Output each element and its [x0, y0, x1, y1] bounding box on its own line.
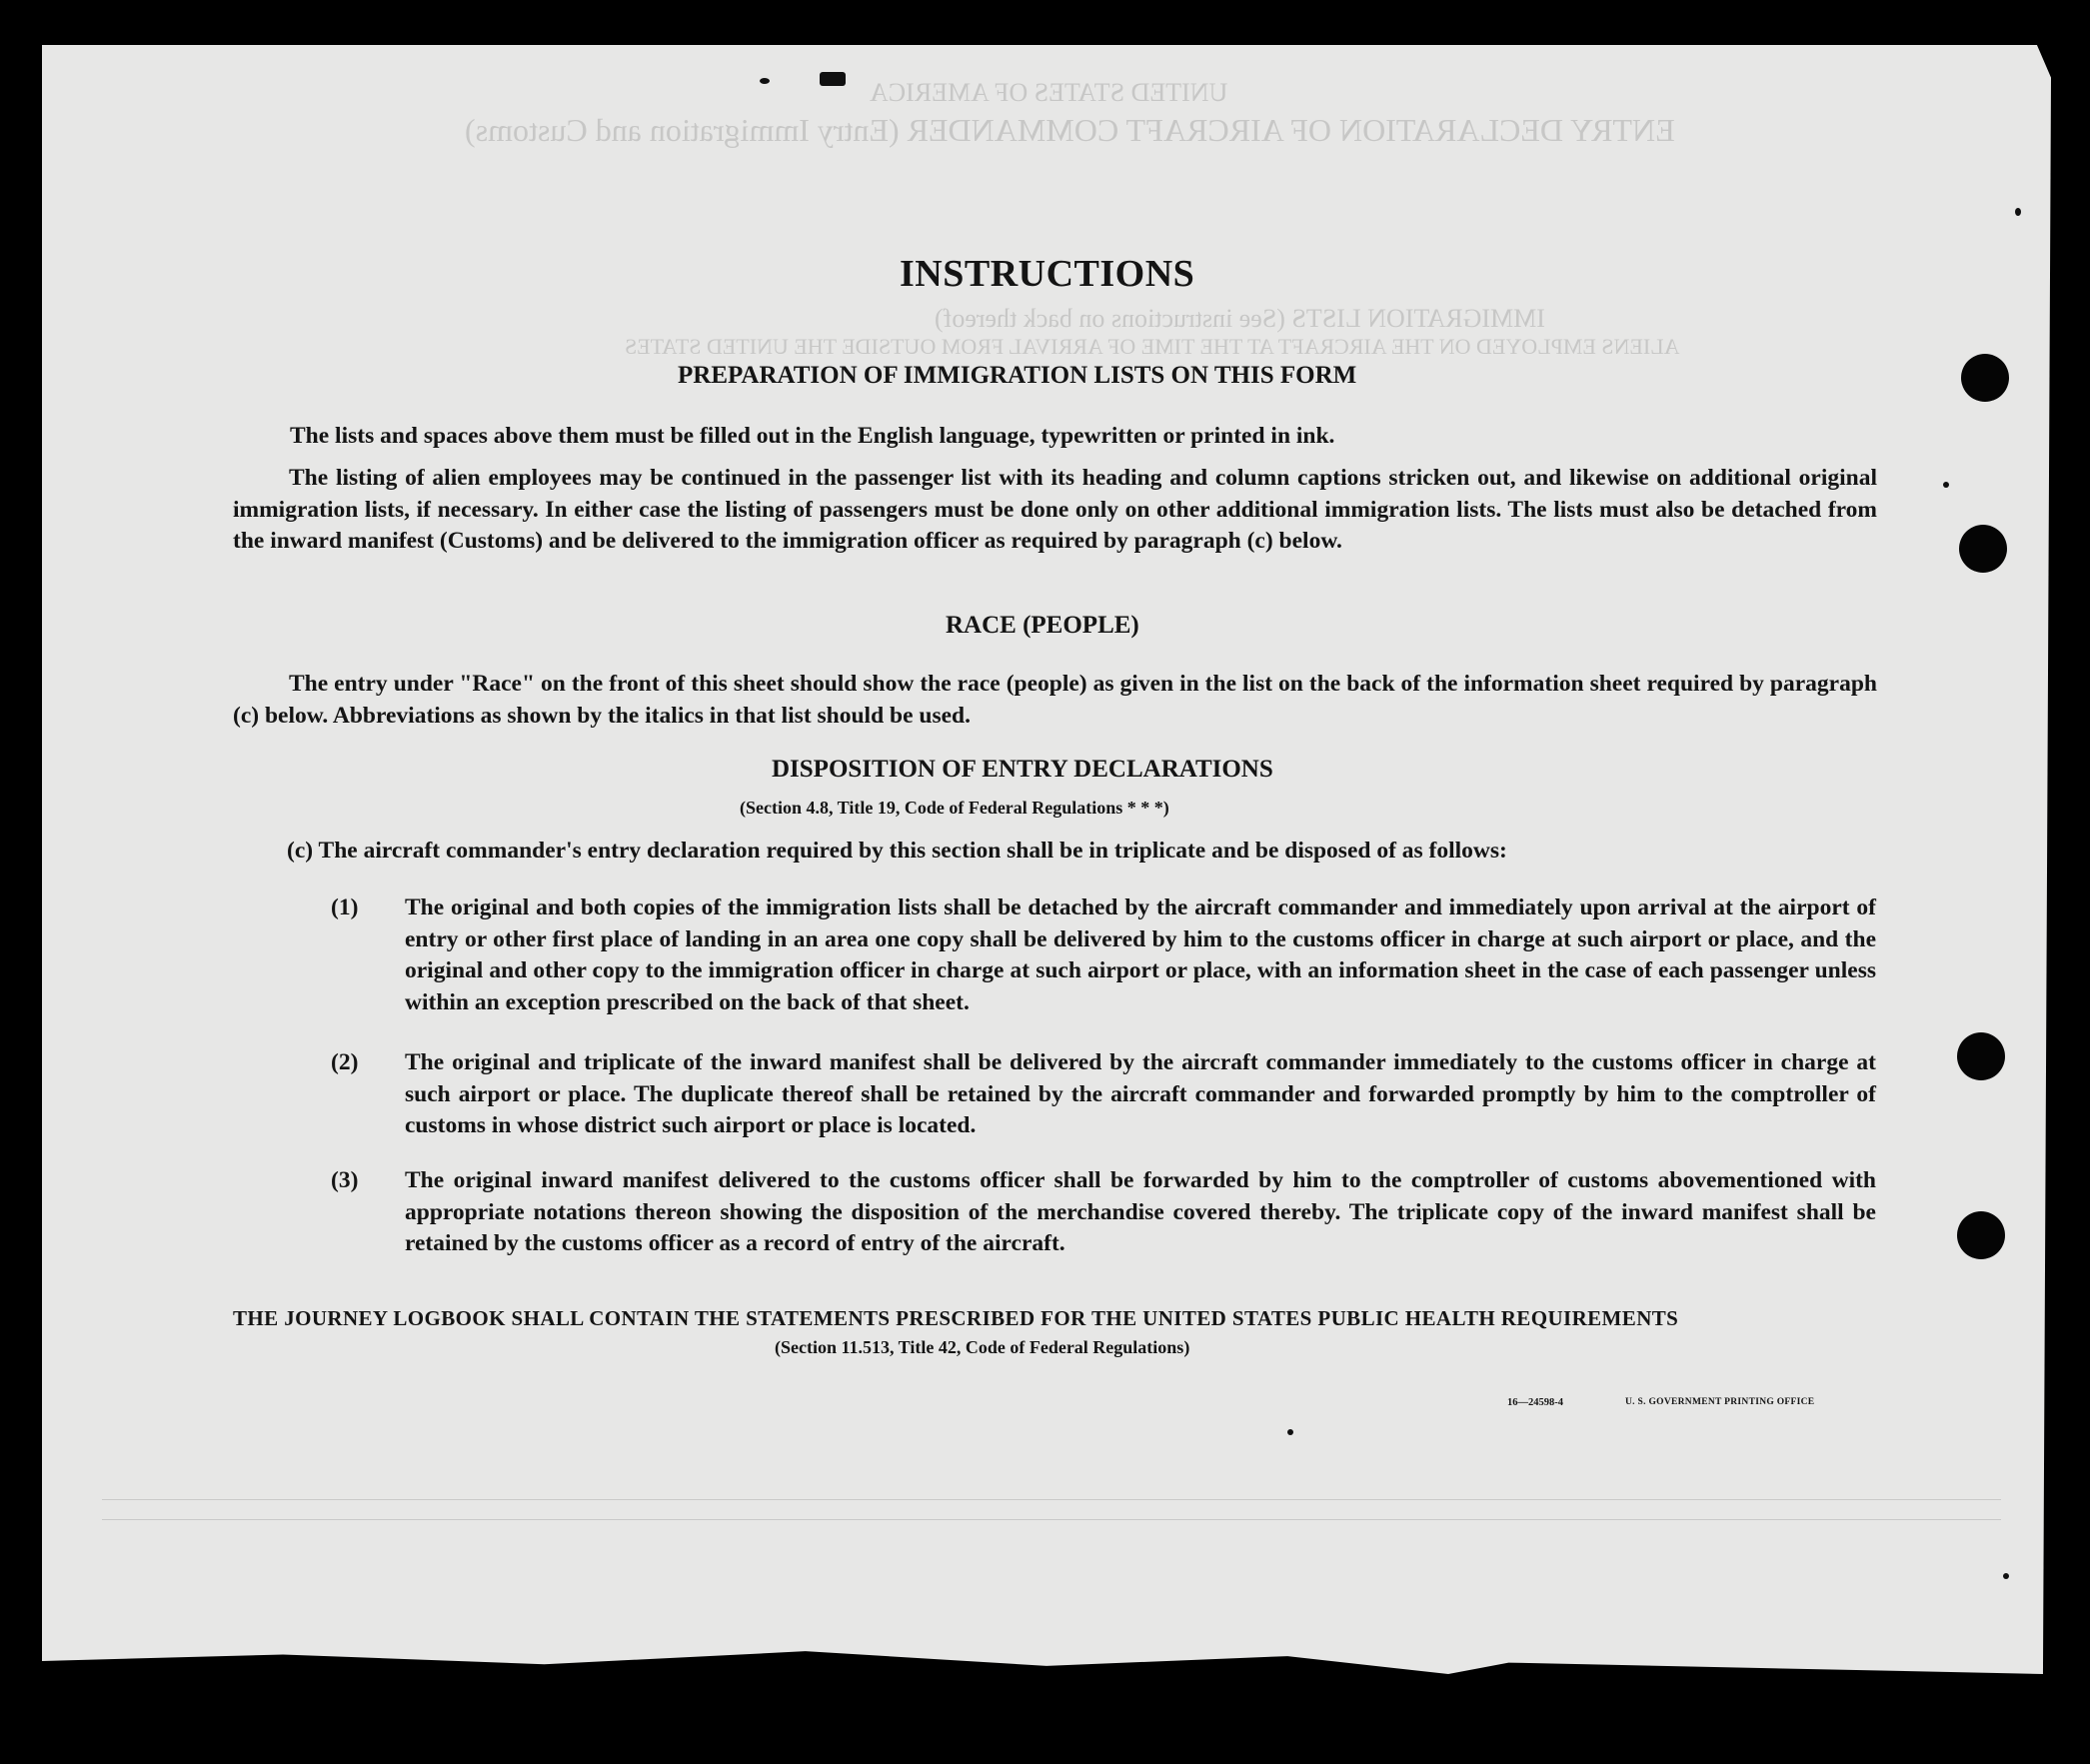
ink-speck: [2015, 208, 2021, 216]
faint-rule: [102, 1519, 2001, 1520]
paragraph-disposition-intro: (c) The aircraft commander's entry declaration required by this section shall be in triplicate and be disposed of as follows:: [287, 838, 1507, 864]
ink-speck: [1287, 1429, 1293, 1435]
page-title: INSTRUCTIONS: [900, 253, 1195, 295]
faint-rule: [102, 1499, 2001, 1500]
bleed-line-3: IMMIGRATION LISTS (See instructions on back thereof): [935, 304, 1545, 333]
journey-logbook-notice: THE JOURNEY LOGBOOK SHALL CONTAIN THE STATEMENTS PRESCRIBED FOR THE UNITED STATES PUBLIC HEALTH REQUIREMENTS: [233, 1306, 1679, 1330]
form-code: 16—24598-4: [1507, 1397, 1563, 1408]
section-heading-preparation: PREPARATION OF IMMIGRATION LISTS ON THIS FORM: [678, 362, 1357, 389]
list-item: [331, 892, 1876, 1018]
ink-speck: [760, 78, 770, 84]
punch-hole: [1957, 1211, 2005, 1259]
ink-speck: [2003, 1573, 2009, 1579]
bleed-line-4: ALIENS EMPLOYED ON THE AIRCRAFT AT THE TIME OF ARRIVAL FROM OUTSIDE THE UNITED STATES: [625, 334, 1680, 359]
paragraph-preparation-1: The lists and spaces above them must be filled out in the English language, typewritten or printed in ink.: [290, 423, 1335, 449]
section-subheading-disposition: (Section 4.8, Title 19, Code of Federal Regulations * * *): [740, 798, 1169, 818]
punch-hole: [1957, 1032, 2005, 1080]
ink-speck: [1943, 482, 1949, 488]
list-item: [331, 1165, 1876, 1260]
list-item-number: (2): [331, 1049, 359, 1075]
list-item-text: The original and triplicate of the inward manifest shall be delivered by the aircraft commander immediately to the customs officer in charge at such airport or place. The duplicate thereof shall be retained by the aircraft commander and forwarded promptly by him to the comptroller of customs in whose district such airport or place is located.: [405, 1049, 1876, 1138]
list-item-text: The original inward manifest delivered to the customs officer shall be forwarded by him to the comptroller of customs abovementioned with appropriate notations thereon showing the disposition of the merchandise covered thereby. The triplicate copy of the inward manifest shall be retained by the customs officer as a record of entry of the aircraft.: [405, 1167, 1876, 1256]
list-item: [331, 1047, 1876, 1142]
paragraph-preparation-2: The listing of alien employees may be continued in the passenger list with its heading and column captions stricken out, and likewise on additional original immigration lists, if necessary. In either case the listing of passengers must be done only on other additional immigration lists. The lists must also be detached from the inward manifest (Customs) and be delivered to the immigration officer as required by paragraph (c) below.: [233, 465, 1877, 554]
ink-speck: [820, 72, 846, 86]
journey-logbook-citation: (Section 11.513, Title 42, Code of Federal Regulations): [775, 1337, 1190, 1357]
list-item-number: (3): [331, 1167, 359, 1193]
punch-hole: [1961, 354, 2009, 402]
section-heading-disposition: DISPOSITION OF ENTRY DECLARATIONS: [772, 756, 1273, 783]
printer-imprint: U. S. GOVERNMENT PRINTING OFFICE: [1625, 1397, 1815, 1407]
paragraph-race: The entry under "Race" on the front of this sheet should show the race (people) as given in the list on the back of the information sheet required by paragraph (c) below. Abbreviations as shown by the italics in that list should be used.: [233, 671, 1877, 729]
bleed-line-2: ENTRY DECLARATION OF AIRCRAFT COMMANDER (Entry Immigration and Customs): [465, 112, 1675, 148]
list-item-text: The original and both copies of the immigration lists shall be detached by the aircraft commander and immediately upon arrival at the airport of entry or other first place of landing in an area one copy shall be delivered by him to the customs officer in charge at such airport or place, and the original and other copy to the immigration officer in charge at such airport or place, with an information sheet in the case of each passenger unless within an exception prescribed on the back of that sheet.: [405, 894, 1876, 1015]
section-heading-race: RACE (PEOPLE): [946, 612, 1139, 639]
punch-hole: [1959, 525, 2007, 573]
bleed-line-1: UNITED STATES OF AMERICA: [870, 78, 1228, 107]
list-item-number: (1): [331, 894, 359, 920]
